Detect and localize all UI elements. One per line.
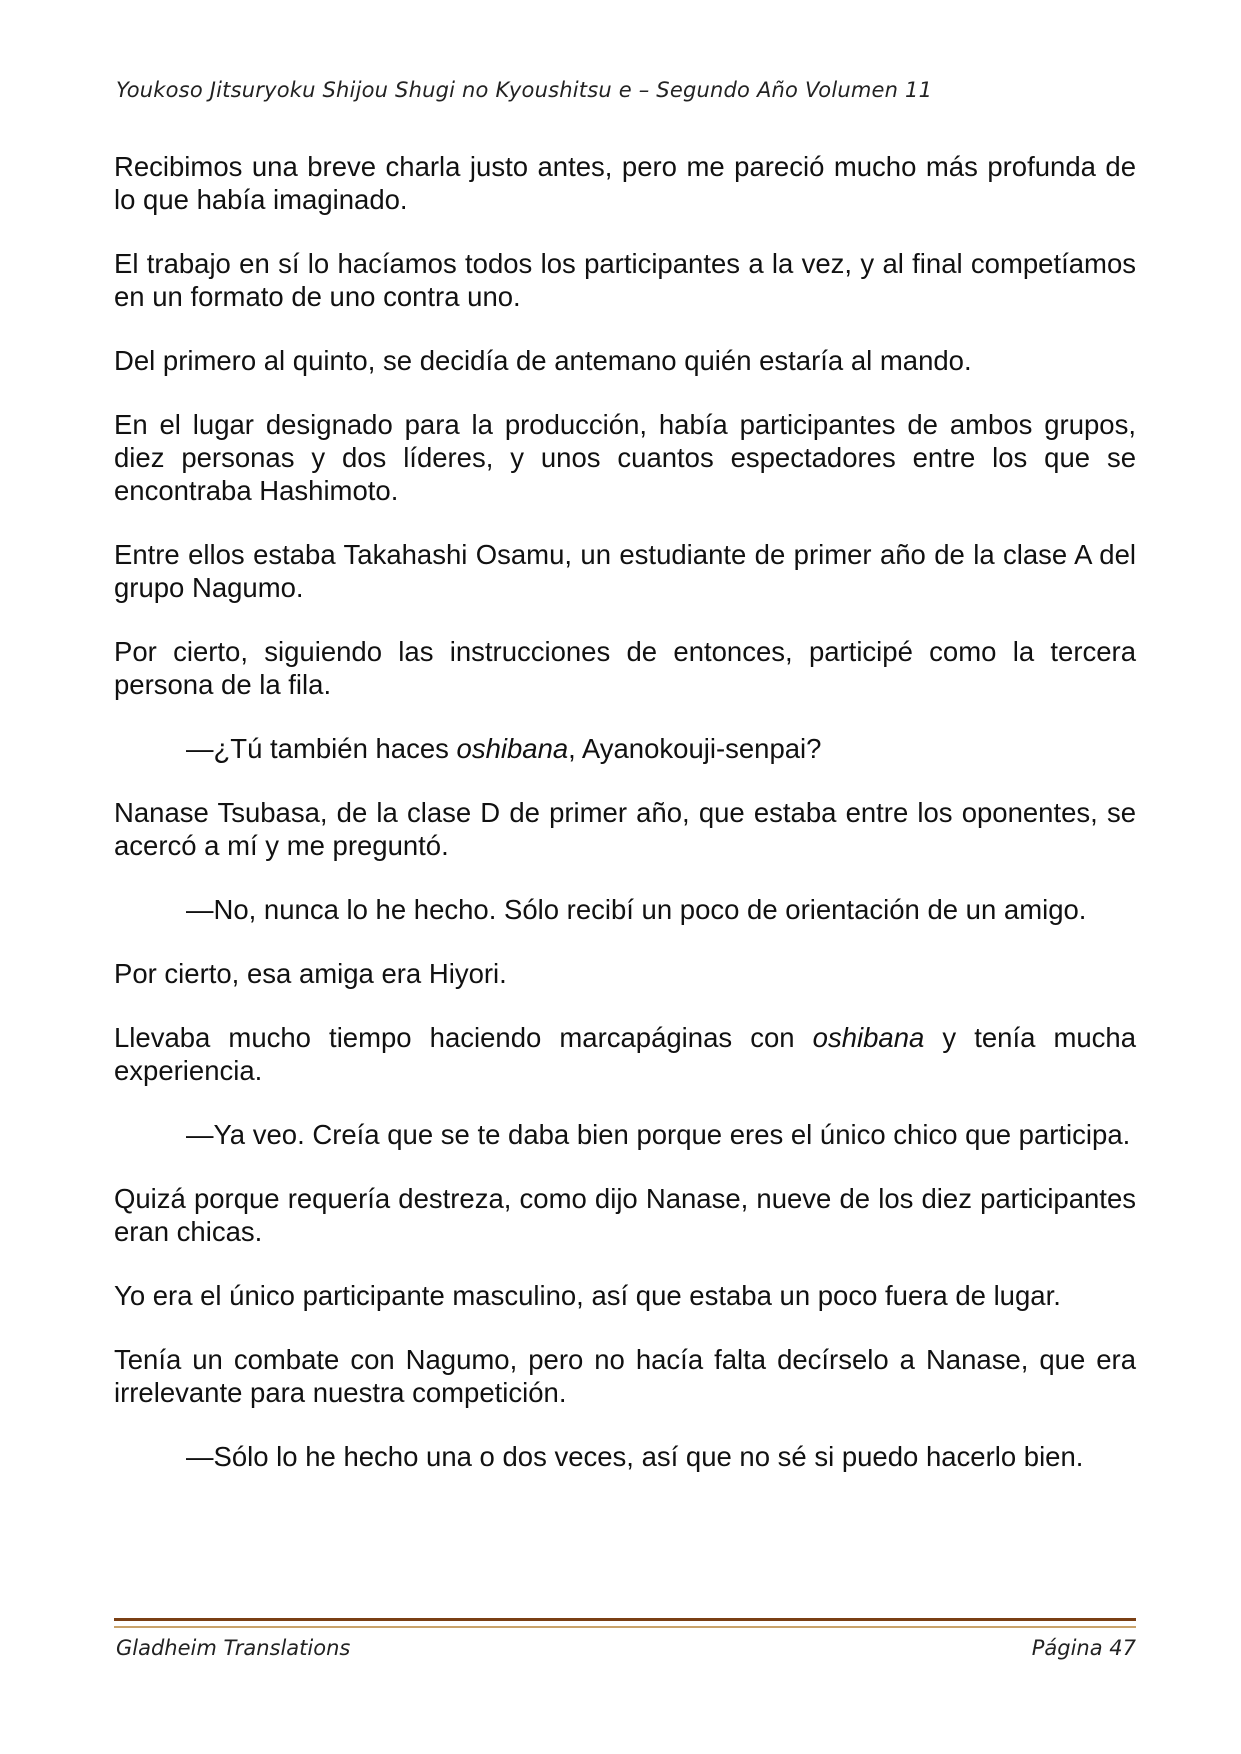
text-segment: —No, nunca lo he hecho. Sólo recibí un poco de orientación de un amigo. bbox=[186, 894, 1087, 925]
footer-translator: Gladheim Translations bbox=[116, 1636, 351, 1660]
dialogue-paragraph bbox=[114, 893, 1136, 926]
dialogue-paragraph bbox=[114, 732, 1136, 765]
text-segment: En el lugar designado para la producción, había participantes de ambos grupos, diez personas y dos líderes, y unos cuantos espectadores entre los que se encontraba Hashimoto. bbox=[114, 409, 1136, 506]
text-segment: —Sólo lo he hecho una o dos veces, así que no sé si puedo hacerlo bien. bbox=[186, 1441, 1084, 1472]
text-segment: Tenía un combate con Nagumo, pero no hacía falta decírselo a Nanase, que era irrelevante para nuestra competición. bbox=[114, 1344, 1136, 1408]
footer-rule bbox=[114, 1618, 1136, 1628]
narration-paragraph bbox=[114, 796, 1136, 862]
narration-paragraph bbox=[114, 538, 1136, 604]
text-segment: , Ayanokouji-senpai? bbox=[568, 733, 822, 764]
running-header: Youkoso Jitsuryoku Shijou Shugi no Kyoushitsu e – Segundo Año Volumen 11 bbox=[116, 78, 933, 102]
italic-term: oshibana bbox=[456, 733, 569, 764]
text-segment: Por cierto, esa amiga era Hiyori. bbox=[114, 958, 507, 989]
text-segment: Yo era el único participante masculino, así que estaba un poco fuera de lugar. bbox=[114, 1280, 1061, 1311]
text-segment: Llevaba mucho tiempo haciendo marcapáginas con bbox=[114, 1022, 813, 1053]
text-segment: Recibimos una breve charla justo antes, pero me pareció mucho más profunda de lo que había imaginado. bbox=[114, 151, 1136, 215]
narration-paragraph bbox=[114, 1021, 1136, 1087]
narration-paragraph bbox=[114, 1279, 1136, 1312]
text-segment: Nanase Tsubasa, de la clase D de primer año, que estaba entre los oponentes, se acercó a mí y me preguntó. bbox=[114, 797, 1136, 861]
page-body bbox=[114, 150, 1136, 1504]
text-segment: El trabajo en sí lo hacíamos todos los participantes a la vez, y al final competíamos en un formato de uno contra uno. bbox=[114, 248, 1136, 312]
text-segment: Entre ellos estaba Takahashi Osamu, un estudiante de primer año de la clase A del grupo Nagumo. bbox=[114, 539, 1136, 603]
narration-paragraph bbox=[114, 1182, 1136, 1248]
narration-paragraph bbox=[114, 635, 1136, 701]
text-segment: Por cierto, siguiendo las instrucciones de entonces, participé como la tercera persona de la fila. bbox=[114, 636, 1136, 700]
text-segment: Quizá porque requería destreza, como dijo Nanase, nueve de los diez participantes eran chicas. bbox=[114, 1183, 1136, 1247]
narration-paragraph bbox=[114, 344, 1136, 377]
narration-paragraph bbox=[114, 408, 1136, 507]
narration-paragraph bbox=[114, 1343, 1136, 1409]
italic-term: oshibana bbox=[812, 1022, 925, 1053]
dialogue-paragraph bbox=[114, 1440, 1136, 1473]
narration-paragraph bbox=[114, 150, 1136, 216]
narration-paragraph bbox=[114, 957, 1136, 990]
dialogue-paragraph bbox=[114, 1118, 1136, 1151]
footer-page-number: Página 47 bbox=[1031, 1636, 1136, 1660]
text-segment: Del primero al quinto, se decidía de antemano quién estaría al mando. bbox=[114, 345, 972, 376]
narration-paragraph bbox=[114, 247, 1136, 313]
text-segment: —¿Tú también haces bbox=[186, 733, 457, 764]
text-segment: y tenía mucha experiencia. bbox=[114, 1022, 1137, 1086]
text-segment: —Ya veo. Creía que se te daba bien porque eres el único chico que participa. bbox=[186, 1119, 1131, 1150]
